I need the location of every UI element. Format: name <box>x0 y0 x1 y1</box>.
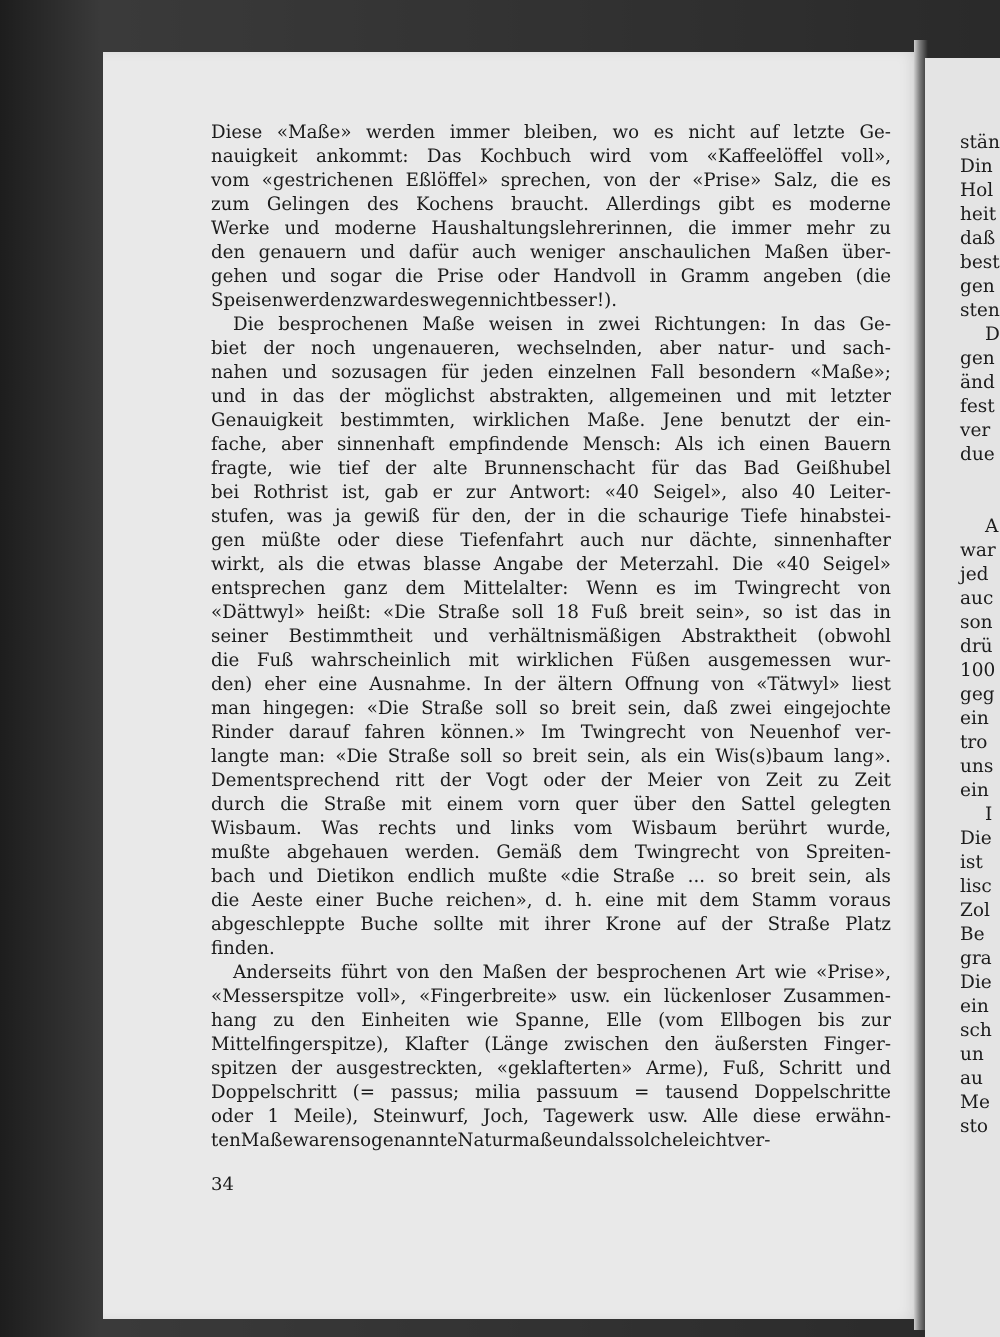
text-line: Die besprochenen Maße weisen in zwei Richtungen: In das Ge- <box>233 314 891 335</box>
facing-page-fragment: sch <box>960 1020 992 1041</box>
text-line: Rinder darauf fahren können.» Im Twingrecht von Neuenhof ver- <box>211 722 891 743</box>
facing-page-fragment: gen <box>960 348 995 369</box>
text-line: abgeschleppte Buche sollte mit ihrer Krone auf der Straße Platz <box>211 914 891 935</box>
facing-page-fragment: Me <box>960 1092 990 1113</box>
text-line: biet der noch ungenaueren, wechselnden, aber natur- und sach- <box>211 338 891 359</box>
facing-page-fragment: A <box>985 516 999 537</box>
text-line: gehen und sogar die Prise oder Handvoll in Gramm angeben (die <box>211 266 891 287</box>
facing-page-fragment: daß <box>960 228 996 249</box>
text-line: Mittelfingerspitze), Klafter (Länge zwischen den äußersten Finger- <box>211 1034 891 1055</box>
facing-page-fragment: gra <box>960 948 992 969</box>
facing-page-fragment: un <box>960 1044 984 1065</box>
text-line: fragte, wie tief der alte Brunnenschacht für das Bad Geißhubel <box>211 458 891 479</box>
text-line: die Aeste einer Buche reichen», d. h. eine mit dem Stamm voraus <box>211 890 891 911</box>
paragraph <box>211 961 891 1153</box>
text-line: Speisen werden zwar deswegen nicht besser!). <box>211 290 618 311</box>
text-line: Dementsprechend ritt der Vogt oder der Meier von Zeit zu Zeit <box>211 770 891 791</box>
page-body-text <box>211 121 891 1153</box>
text-line: Wisbaum. Was rechts und links vom Wisbaum berührt wurde, <box>211 818 891 839</box>
facing-page-fragment: au <box>960 1068 983 1089</box>
facing-page-fragment: lisc <box>960 876 992 897</box>
text-line: nahen und sozusagen für jeden einzelnen Fall besondern «Maße»; <box>211 362 891 383</box>
text-line: Doppelschritt (= passus; milia passuum = tausend Doppelschritte <box>211 1082 891 1103</box>
text-line: seiner Bestimmtheit und verhältnismäßigen Abstraktheit (obwohl <box>211 626 891 647</box>
facing-page-fragment: drü <box>960 636 993 657</box>
facing-page-fragment: due <box>960 444 995 465</box>
text-line: durch die Straße mit einem vorn quer über den Sattel gelegten <box>211 794 891 815</box>
text-line: spitzen der ausgestreckten, «geklafterten» Arme), Fuß, Schritt und <box>211 1058 891 1079</box>
text-line: hang zu den Einheiten wie Spanne, Elle (vom Ellbogen bis zur <box>211 1010 891 1031</box>
text-line: gen müßte oder diese Tiefenfahrt auch nur dächte, sinnenhafter <box>211 530 891 551</box>
text-line: wirkt, als die etwas blasse Angabe der Meterzahl. Die «40 Seigel» <box>211 554 891 575</box>
facing-page-fragment: Din <box>960 156 993 177</box>
facing-page-fragment: sten <box>960 300 1000 321</box>
facing-page-fragment: D <box>985 324 1000 345</box>
facing-page-fragment: auc <box>960 588 994 609</box>
text-line: oder 1 Meile), Steinwurf, Joch, Tagewerk usw. Alle diese erwähn- <box>211 1106 891 1127</box>
facing-page-fragment: ver <box>960 420 991 441</box>
text-line: finden. <box>211 938 275 959</box>
facing-page-fragment: Zol <box>960 900 990 921</box>
facing-page-fragment: Die <box>960 972 992 993</box>
text-line: nauigkeit ankommt: Das Kochbuch wird vom «Kaffeelöffel voll», <box>211 146 891 167</box>
facing-page-fragment: Die <box>960 828 992 849</box>
facing-page-fragment: ein <box>960 780 989 801</box>
facing-page-fragment: tro <box>960 732 988 753</box>
text-line: Diese «Maße» werden immer bleiben, wo es nicht auf letzte Ge- <box>211 122 891 143</box>
text-line: bei Rothrist ist, gab er zur Antwort: «40 Seigel», also 40 Leiter- <box>211 482 891 503</box>
text-line: Werke und moderne Haushaltungslehrerinnen, die immer mehr zu <box>211 218 891 239</box>
text-line: man hingegen: «Die Straße soll so breit sein, daß zwei eingejochte <box>211 698 891 719</box>
text-line: zum Gelingen des Kochens braucht. Allerdings gibt es moderne <box>211 194 891 215</box>
facing-page-fragment: sto <box>960 1116 989 1137</box>
facing-page-fragment: I <box>985 804 993 825</box>
text-line: «Messerspitze voll», «Fingerbreite» usw. ein lückenloser Zusammen- <box>211 986 891 1007</box>
paragraph <box>211 121 891 313</box>
facing-page-fragment: jed <box>960 564 989 585</box>
facing-page-fragment: uns <box>960 756 994 777</box>
text-line: den) eher eine Ausnahme. In der ältern Offnung von «Tätwyl» liest <box>211 674 891 695</box>
facing-page-fragment: gen <box>960 276 995 297</box>
facing-page-fragment: stän <box>960 132 1000 153</box>
facing-page-fragment: son <box>960 612 993 633</box>
text-line: ten Maße waren sogenannte Naturmaße und als solche leicht ver- <box>211 1130 771 1151</box>
facing-page-fragment: 100 <box>960 660 996 681</box>
text-line: «Dättwyl» heißt: «Die Straße soll 18 Fuß breit sein», so ist das in <box>211 602 891 623</box>
text-line: Anderseits führt von den Maßen der besprochenen Art wie «Prise», <box>233 962 891 983</box>
text-line: bach und Dietikon endlich mußte «die Straße ... so breit sein, als <box>211 866 891 887</box>
text-line: langte man: «Die Straße soll so breit sein, als ein Wis(s)baum lang». <box>211 746 891 767</box>
text-line: fache, aber sinnenhaft empfindende Mensch: Als ich einen Bauern <box>211 434 891 455</box>
text-line: die Fuß wahrscheinlich mit wirklichen Füßen ausgemessen wur- <box>211 650 891 671</box>
text-line: mußte abgehauen werden. Gemäß dem Twingrecht von Spreiten- <box>211 842 891 863</box>
facing-page-fragment: ist <box>960 852 983 873</box>
facing-page-fragment: Be <box>960 924 985 945</box>
facing-page-fragment: heit <box>960 204 997 225</box>
facing-page-fragment: ein <box>960 996 989 1017</box>
text-line: Genauigkeit bestimmten, wirklichen Maße. Jene benutzt der ein- <box>211 410 891 431</box>
text-line: vom «gestrichenen Eßlöffel» sprechen, von der «Prise» Salz, die es <box>211 170 891 191</box>
text-line: stufen, was ja gewiß für den, der in die schaurige Tiefe hinabstei- <box>211 506 891 527</box>
facing-page-fragment: war <box>960 540 996 561</box>
facing-page-fragment: Hol <box>960 180 994 201</box>
facing-page-fragment: änd <box>960 372 995 393</box>
facing-page-fragment: best <box>960 252 1000 273</box>
text-line: den genauern und dafür auch weniger anschaulichen Maßen über- <box>211 242 891 263</box>
text-line: entsprechen ganz dem Mittelalter: Wenn es im Twingrecht von <box>211 578 891 599</box>
page-number: 34 <box>211 1174 234 1195</box>
paragraph <box>211 313 891 961</box>
facing-page <box>925 58 1000 1337</box>
facing-page-fragment: ein <box>960 708 989 729</box>
facing-page-fragment: geg <box>960 684 995 705</box>
text-line: und in das der möglichst abstrakten, allgemeinen und mit letzter <box>211 386 891 407</box>
facing-page-fragment: fest <box>960 396 995 417</box>
